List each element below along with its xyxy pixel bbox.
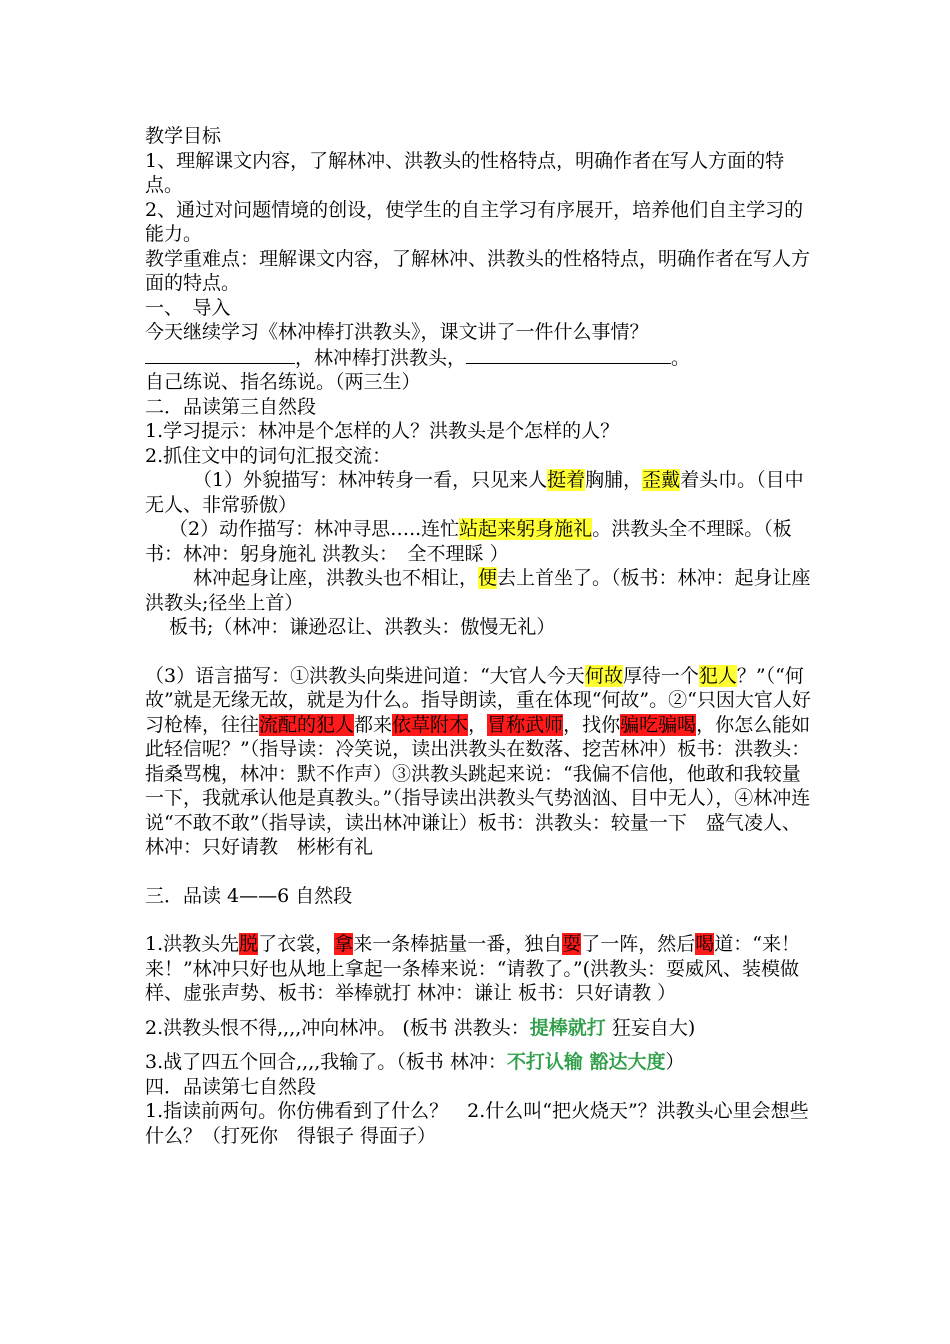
study-tip-1: 1.学习提示：林冲是个怎样的人？洪教头是个怎样的人？: [145, 420, 620, 442]
appearance-description: （1）外貌描写：林冲转身一看，只见来人挺着胸脯，歪戴着头巾。（目中无人、非常骄傲）: [145, 469, 804, 516]
intro-question: 今天继续学习《林冲棒打洪教头》，课文讲了一件什么事情？: [145, 321, 649, 343]
objective-2: 2、通过对问题情境的创设，使学生的自主学习有序展开，培养他们自主学习的能力。: [145, 198, 804, 245]
doc-title: 教学目标: [145, 125, 222, 147]
key-points: 教学重难点：理解课文内容，了解林冲、洪教头的性格特点，明确作者在写人方面的特点。: [145, 247, 811, 294]
speech-description: （3）语言描写：①洪教头向柴进问道：“大官人今天何故厚待一个犯人？”（“何故”就是无缘无故，就是为什么。指导朗读，重在体现“何故”。②“只因大官人好习枪棒，往往流配的犯人都来依草附木，冒称武师，找你骗吃骗喝，你怎么能如此轻信呢？”（指导读：冷笑说，读出洪教头在数落、挖苦林冲）板书：洪教头：指桑骂槐，林冲：默不作声）③洪教头跳起来说：“我偏不信他，他敢和我较量一下，我就承认他是真教头。”（指导读出洪教头气势汹汹、目中无人），④林冲连说“不敢不敢”（指导读，读出林冲谦让）板书：洪教头：较量一下 盛气凌人、林冲：只好请教 彬彬有礼: [145, 664, 811, 858]
lesson-plan-document: [145, 124, 813, 1148]
seat-description: 林冲起身让座，洪教头也不相让，便去上首坐了。（板书：林冲：起身让座 洪教头;径坐上首）: [145, 567, 811, 614]
section-2-heading: 二．品读第三自然段: [145, 395, 317, 418]
objective-1: 1、理解课文内容，了解林冲、洪教头的性格特点，明确作者在写人方面的特点。: [145, 149, 785, 196]
blank-1: [145, 345, 295, 364]
fill-in-line: ，林冲棒打洪教头， 。: [145, 345, 813, 371]
section-4-para-1: 1.指读前两句。你仿佛看到了什么？ 2.什么叫“把火烧天”？洪教头心里会想些什么？（打死你 得银子 得面子）: [145, 1100, 809, 1147]
section-3-para-3: 3.战了四五个回合,,,,我输了。（板书 林冲：不打认输 豁达大度）: [145, 1051, 685, 1073]
study-tip-2: 2.抓住文中的词句汇报交流：: [145, 444, 392, 467]
intro-practice: 自己练说、指名练说。（两三生）: [145, 371, 421, 393]
section-3-para-1: 1.洪教头先脱了衣裳，拿来一条棒掂量一番，独自耍了一阵，然后喝道：“来！来！”林冲只好也从地上拿起一条棒来说：“请教了。”(洪教头：耍威风、装模做样、虚张声势、板书：举棒就打 林冲：谦让 板书：只好请教 ）: [145, 933, 800, 1004]
section-1-heading: 一、 导入: [145, 296, 231, 319]
section-4-heading: 四．品读第七自然段: [145, 1075, 317, 1098]
board-notes-1: 板书;（林冲：谦逊忍让、洪教头：傲慢无礼）: [169, 616, 556, 638]
blank-2: [466, 345, 671, 364]
action-description: （2）动作描写：林冲寻思…..连忙站起来躬身施礼。洪教头全不理睬。（板书：林冲：躬身施礼 洪教头： 全不理睬 ）: [145, 518, 792, 565]
section-3-heading: 三．品读 4——6 自然段: [145, 884, 353, 907]
section-3-para-2: 2.洪教头恨不得,,,,冲向林冲。 (板书 洪教头：提棒就打 狂妄自大): [145, 1016, 696, 1039]
